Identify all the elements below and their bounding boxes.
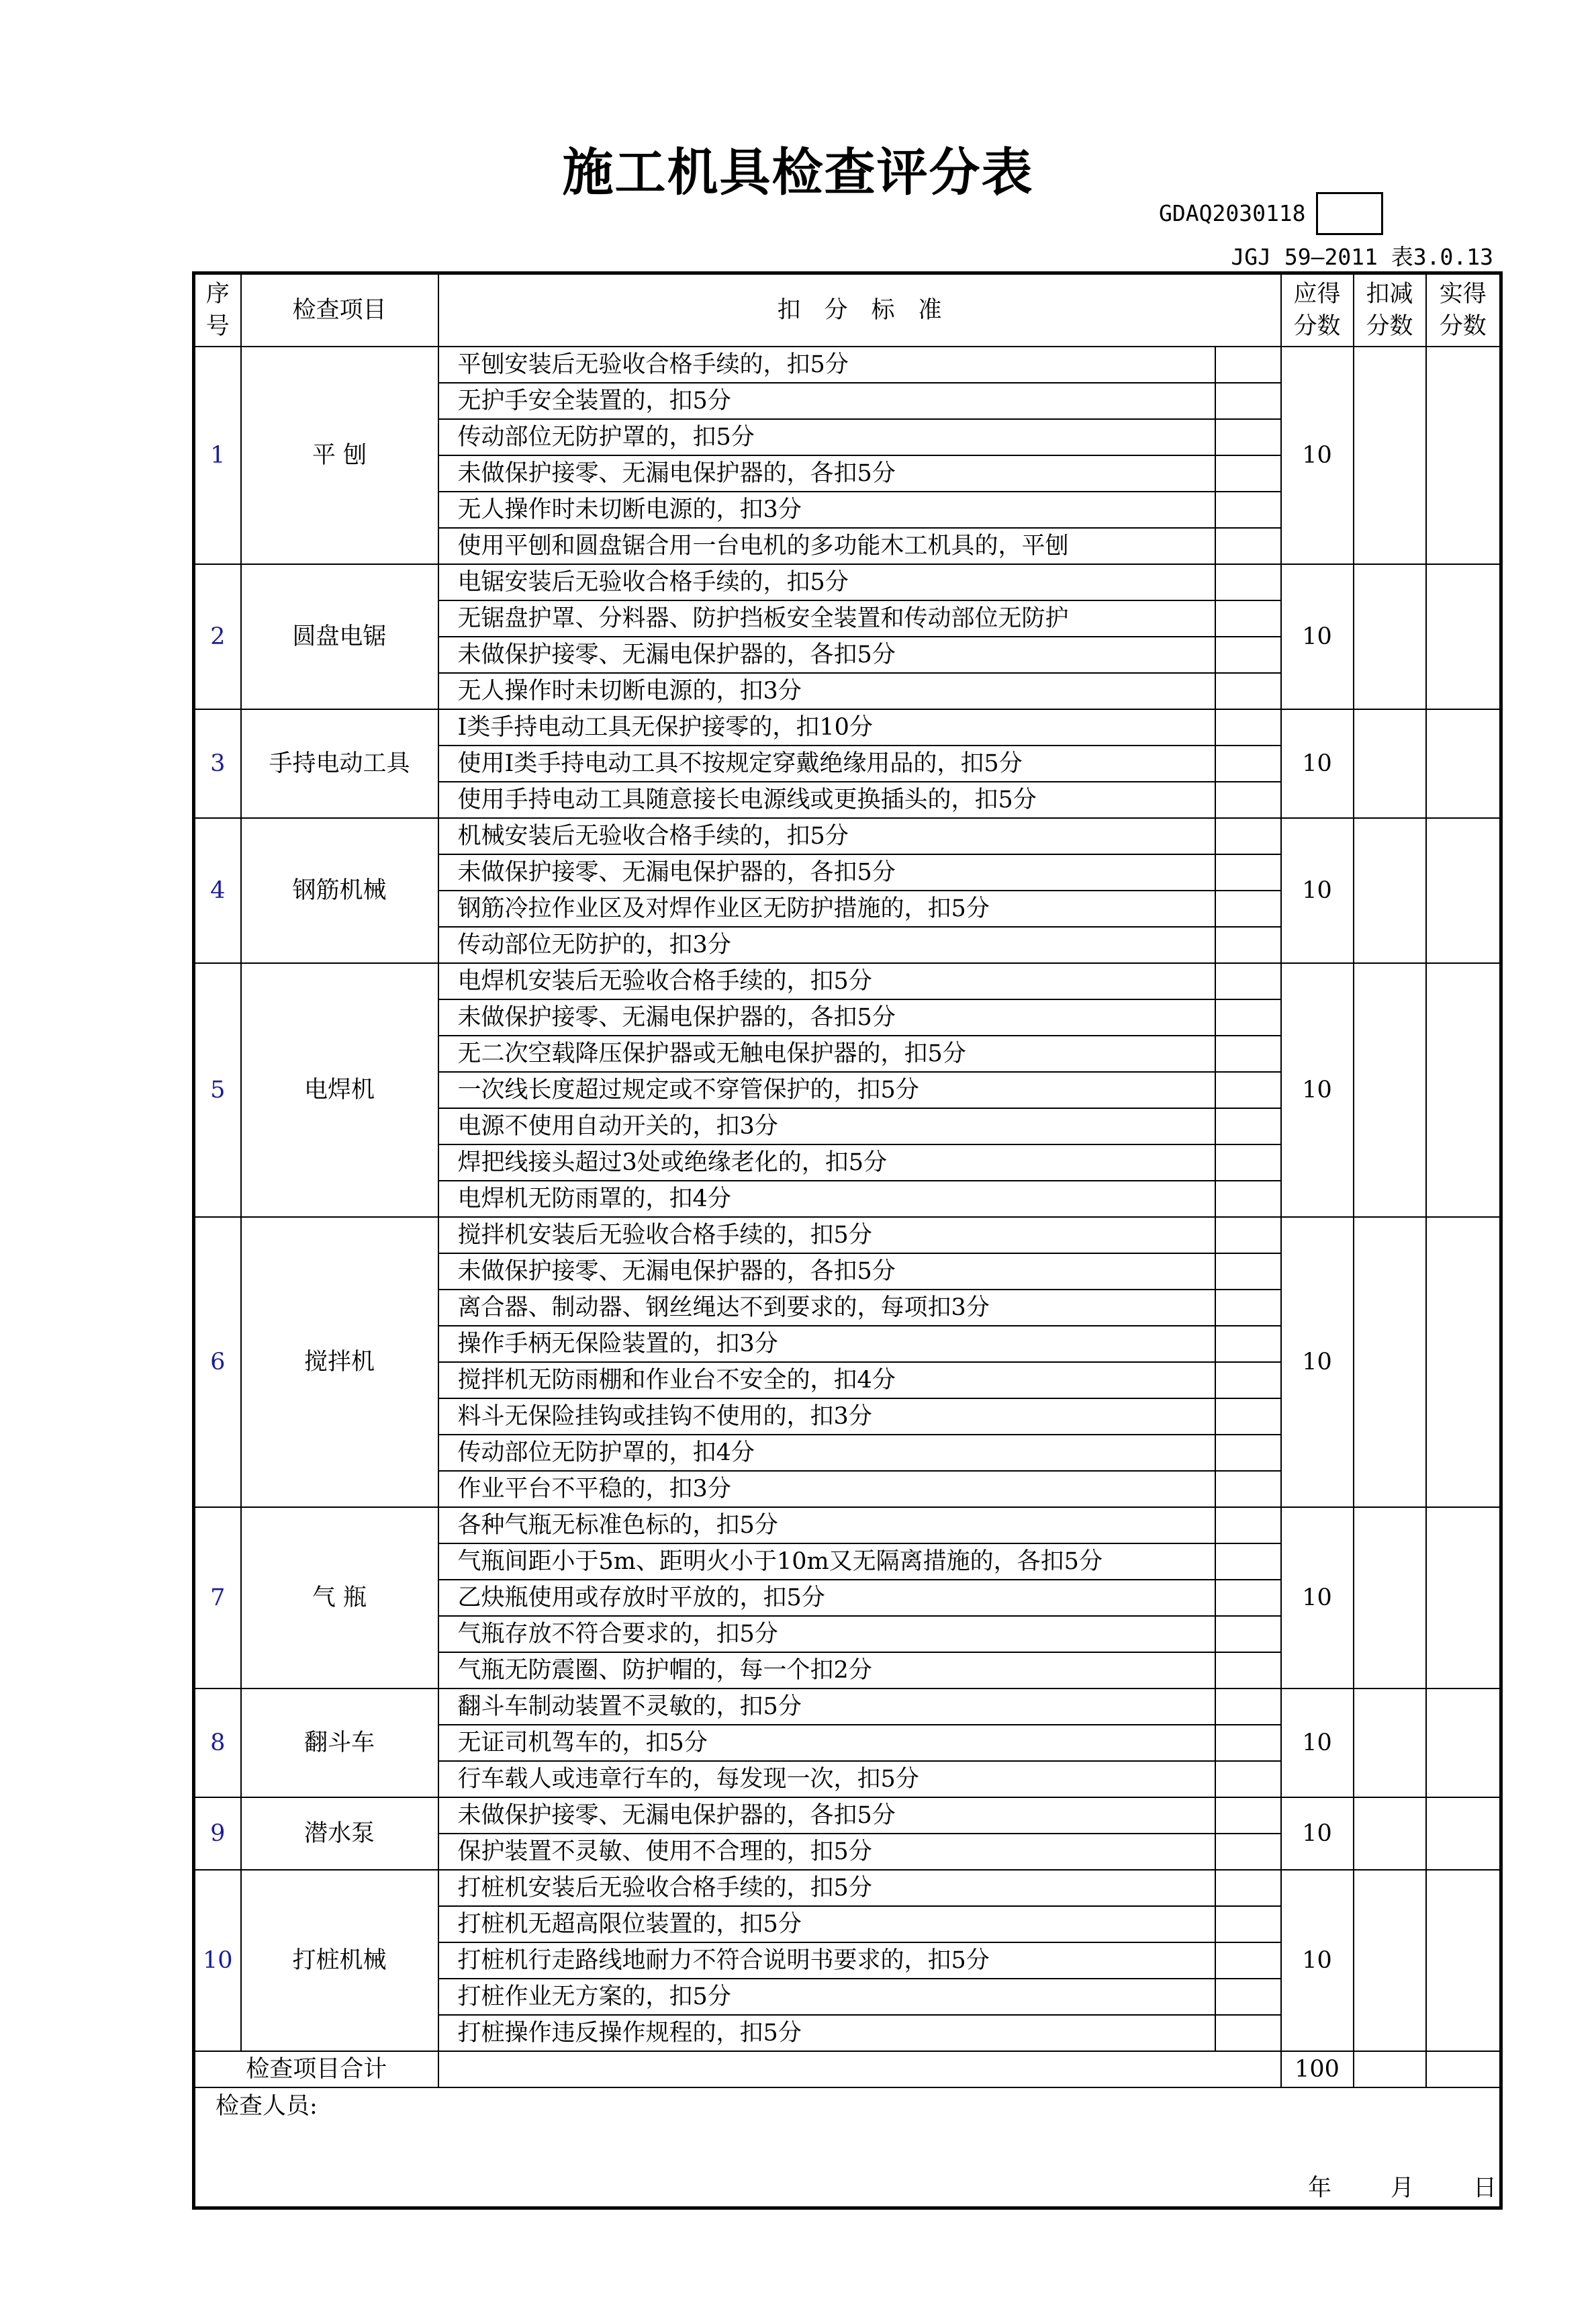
criterion-deduction-cell[interactable] <box>1215 455 1281 492</box>
deduction-criterion: 离合器、制动器、钢丝绳达不到要求的，每项扣3分 <box>438 1290 1215 1326</box>
deduct-score-cell[interactable] <box>1354 1217 1426 1507</box>
deduct-score-cell[interactable] <box>1354 1507 1426 1688</box>
deduction-criterion: 未做保护接零、无漏电保护器的，各扣5分 <box>438 854 1215 891</box>
item-number: 6 <box>194 1217 241 1507</box>
deduction-criterion: 无护手安全装置的，扣5分 <box>438 383 1215 419</box>
deduction-criterion: 打桩操作违反操作规程的，扣5分 <box>438 2015 1215 2051</box>
table-row <box>194 963 1501 999</box>
criterion-deduction-cell[interactable] <box>1215 1906 1281 1942</box>
day-label: 日 <box>1473 2174 1497 2202</box>
item-number: 2 <box>194 564 241 709</box>
criterion-deduction-cell[interactable] <box>1215 1435 1281 1471</box>
criterion-deduction-cell[interactable] <box>1215 709 1281 746</box>
deduction-criterion: 未做保护接零、无漏电保护器的，各扣5分 <box>438 1797 1215 1834</box>
deduction-criterion: 无二次空载降压保护器或无触电保护器的，扣5分 <box>438 1036 1215 1072</box>
year-label: 年 <box>1307 2174 1331 2202</box>
inspection-date <box>1308 2175 1497 2202</box>
deduction-criterion: 操作手柄无保险装置的，扣3分 <box>438 1326 1215 1362</box>
deduct-score-cell[interactable] <box>1354 1870 1426 2051</box>
criterion-deduction-cell[interactable] <box>1215 1652 1281 1688</box>
criterion-deduction-cell[interactable] <box>1215 818 1281 854</box>
criterion-deduction-cell[interactable] <box>1215 1870 1281 1906</box>
criterion-deduction-cell[interactable] <box>1215 1290 1281 1326</box>
deduct-score-cell[interactable] <box>1354 818 1426 963</box>
deduction-criterion: 使用Ⅰ类手持电动工具不按规定穿戴绝缘用品的，扣5分 <box>438 746 1215 782</box>
deduction-criterion: 传动部位无防护的，扣3分 <box>438 927 1215 963</box>
deduction-criterion: 机械安装后无验收合格手续的，扣5分 <box>438 818 1215 854</box>
deduction-criterion: 气瓶间距小于5m、距明火小于10m又无隔离措施的，各扣5分 <box>438 1543 1215 1580</box>
page-title: 施工机具检查评分表 <box>562 142 1034 202</box>
criterion-deduction-cell[interactable] <box>1215 1979 1281 2015</box>
criterion-deduction-cell[interactable] <box>1215 1834 1281 1870</box>
deduction-criterion: 搅拌机无防雨棚和作业台不安全的，扣4分 <box>438 1362 1215 1398</box>
criterion-deduction-cell[interactable] <box>1215 1797 1281 1834</box>
form-code-input-box[interactable] <box>1316 192 1383 235</box>
check-item-name: 电焊机 <box>241 963 438 1217</box>
header-criteria: 扣 分 标 准 <box>438 273 1281 347</box>
deduction-criterion: 使用手持电动工具随意接长电源线或更换插头的，扣5分 <box>438 782 1215 818</box>
table-row <box>194 1870 1501 1906</box>
criterion-deduction-cell[interactable] <box>1215 1108 1281 1144</box>
table-header-row <box>194 273 1501 347</box>
form-code: GDAQ2030118 <box>1159 200 1306 226</box>
table-row <box>194 347 1501 383</box>
deduction-criterion: 电焊机安装后无验收合格手续的，扣5分 <box>438 963 1215 999</box>
deduction-criterion: 无锯盘护罩、分料器、防护挡板安全装置和传动部位无防护 <box>438 600 1215 637</box>
should-score: 10 <box>1281 1797 1354 1870</box>
should-score: 10 <box>1281 1217 1354 1507</box>
check-item-name: 平 刨 <box>241 347 438 564</box>
table-row <box>194 564 1501 600</box>
should-score: 10 <box>1281 347 1354 564</box>
actual-score-cell[interactable] <box>1426 1217 1501 1507</box>
item-number: 9 <box>194 1797 241 1870</box>
table-row <box>194 1217 1501 1253</box>
deduction-criterion: Ⅰ类手持电动工具无保护接零的，扣10分 <box>438 709 1215 746</box>
deduction-criterion: 电源不使用自动开关的，扣3分 <box>438 1108 1215 1144</box>
deduction-criterion: 保护装置不灵敏、使用不合理的，扣5分 <box>438 1834 1215 1870</box>
deduction-criterion: 钢筋冷拉作业区及对焊作业区无防护措施的，扣5分 <box>438 891 1215 927</box>
deduction-criterion: 作业平台不平稳的，扣3分 <box>438 1471 1215 1507</box>
header-item: 检查项目 <box>241 273 438 347</box>
criterion-deduction-cell[interactable] <box>1215 637 1281 673</box>
standard-reference: JGJ 59—2011 表3.0.13 <box>1231 244 1493 270</box>
actual-score-cell[interactable] <box>1426 1870 1501 2051</box>
inspector-row <box>194 2087 1501 2208</box>
deduction-criterion: 料斗无保险挂钩或挂钩不使用的，扣3分 <box>438 1398 1215 1435</box>
deduction-criterion: 搅拌机安装后无验收合格手续的，扣5分 <box>438 1217 1215 1253</box>
criterion-deduction-cell[interactable] <box>1215 492 1281 528</box>
header-actual-score: 实得 分数 <box>1426 273 1501 347</box>
total-deduct-cell[interactable] <box>1354 2051 1426 2087</box>
deduction-criterion: 乙炔瓶使用或存放时平放的，扣5分 <box>438 1580 1215 1616</box>
month-label: 月 <box>1390 2174 1414 2202</box>
deduction-criterion: 未做保护接零、无漏电保护器的，各扣5分 <box>438 999 1215 1036</box>
criterion-deduction-cell[interactable] <box>1215 1543 1281 1580</box>
should-score: 10 <box>1281 818 1354 963</box>
deduction-criterion: 翻斗车制动装置不灵敏的，扣5分 <box>438 1688 1215 1725</box>
table-row <box>194 1688 1501 1725</box>
criterion-deduction-cell[interactable] <box>1215 1036 1281 1072</box>
should-score: 10 <box>1281 1688 1354 1797</box>
check-item-name: 打桩机械 <box>241 1870 438 2051</box>
deduction-criterion: 各种气瓶无标准色标的，扣5分 <box>438 1507 1215 1543</box>
total-criteria-cell <box>438 2051 1281 2087</box>
deduct-score-cell[interactable] <box>1354 709 1426 818</box>
criterion-deduction-cell[interactable] <box>1215 1144 1281 1181</box>
criterion-deduction-cell[interactable] <box>1215 383 1281 419</box>
criterion-deduction-cell[interactable] <box>1215 1761 1281 1797</box>
check-item-name: 搅拌机 <box>241 1217 438 1507</box>
table-row <box>194 1797 1501 1834</box>
total-label: 检查项目合计 <box>194 2051 438 2087</box>
criterion-deduction-cell[interactable] <box>1215 1362 1281 1398</box>
deduction-criterion: 一次线长度超过规定或不穿管保护的，扣5分 <box>438 1072 1215 1108</box>
criterion-deduction-cell[interactable] <box>1215 1253 1281 1290</box>
criterion-deduction-cell[interactable] <box>1215 1398 1281 1435</box>
header-seq: 序 号 <box>194 273 241 347</box>
deduction-criterion: 未做保护接零、无漏电保护器的，各扣5分 <box>438 637 1215 673</box>
deduction-criterion: 气瓶存放不符合要求的，扣5分 <box>438 1616 1215 1652</box>
criterion-deduction-cell[interactable] <box>1215 782 1281 818</box>
deduction-criterion: 未做保护接零、无漏电保护器的，各扣5分 <box>438 1253 1215 1290</box>
deduction-criterion: 电锯安装后无验收合格手续的，扣5分 <box>438 564 1215 600</box>
deduction-criterion: 打桩机安装后无验收合格手续的，扣5分 <box>438 1870 1215 1906</box>
item-number: 5 <box>194 963 241 1217</box>
criterion-deduction-cell[interactable] <box>1215 600 1281 637</box>
deduction-criterion: 打桩作业无方案的，扣5分 <box>438 1979 1215 2015</box>
criterion-deduction-cell[interactable] <box>1215 673 1281 709</box>
deduction-criterion: 打桩机无超高限位装置的，扣5分 <box>438 1906 1215 1942</box>
deduction-criterion: 电焊机无防雨罩的，扣4分 <box>438 1181 1215 1217</box>
item-number: 8 <box>194 1688 241 1797</box>
actual-score-cell[interactable] <box>1426 818 1501 963</box>
criterion-deduction-cell[interactable] <box>1215 1326 1281 1362</box>
criterion-deduction-cell[interactable] <box>1215 999 1281 1036</box>
criterion-deduction-cell[interactable] <box>1215 2015 1281 2051</box>
check-item-name: 翻斗车 <box>241 1688 438 1797</box>
should-score: 10 <box>1281 709 1354 818</box>
deduction-criterion: 气瓶无防震圈、防护帽的，每一个扣2分 <box>438 1652 1215 1688</box>
should-score: 10 <box>1281 1870 1354 2051</box>
inspector-cell[interactable] <box>194 2087 1501 2208</box>
actual-score-cell[interactable] <box>1426 963 1501 1217</box>
criterion-deduction-cell[interactable] <box>1215 927 1281 963</box>
criterion-deduction-cell[interactable] <box>1215 1181 1281 1217</box>
check-item-name: 钢筋机械 <box>241 818 438 963</box>
deduct-score-cell[interactable] <box>1354 1688 1426 1797</box>
criterion-deduction-cell[interactable] <box>1215 891 1281 927</box>
criterion-deduction-cell[interactable] <box>1215 1725 1281 1761</box>
actual-score-cell[interactable] <box>1426 1797 1501 1870</box>
criterion-deduction-cell[interactable] <box>1215 1688 1281 1725</box>
criterion-deduction-cell[interactable] <box>1215 528 1281 564</box>
criterion-deduction-cell[interactable] <box>1215 1072 1281 1108</box>
should-score: 10 <box>1281 564 1354 709</box>
criterion-deduction-cell[interactable] <box>1215 419 1281 455</box>
deduction-criterion: 传动部位无防护罩的，扣4分 <box>438 1435 1215 1471</box>
item-number: 10 <box>194 1870 241 2051</box>
criterion-deduction-cell[interactable] <box>1215 1507 1281 1543</box>
header-should-score: 应得 分数 <box>1281 273 1354 347</box>
criterion-deduction-cell[interactable] <box>1215 1471 1281 1507</box>
header-deduct-score: 扣减 分数 <box>1354 273 1426 347</box>
criterion-deduction-cell[interactable] <box>1215 564 1281 600</box>
deduction-criterion: 行车载人或违章行车的，每发现一次，扣5分 <box>438 1761 1215 1797</box>
deduction-criterion: 焊把线接头超过3处或绝缘老化的，扣5分 <box>438 1144 1215 1181</box>
total-should-score: 100 <box>1281 2051 1354 2087</box>
inspection-score-table <box>192 271 1503 2210</box>
criterion-deduction-cell[interactable] <box>1215 1616 1281 1652</box>
check-item-name: 潜水泵 <box>241 1797 438 1870</box>
item-number: 7 <box>194 1507 241 1688</box>
deduction-criterion: 未做保护接零、无漏电保护器的，各扣5分 <box>438 455 1215 492</box>
criterion-deduction-cell[interactable] <box>1215 854 1281 891</box>
deduct-score-cell[interactable] <box>1354 347 1426 564</box>
table-row <box>194 818 1501 854</box>
should-score: 10 <box>1281 1507 1354 1688</box>
item-number: 4 <box>194 818 241 963</box>
deduct-score-cell[interactable] <box>1354 963 1426 1217</box>
actual-score-cell[interactable] <box>1426 709 1501 818</box>
check-item-name: 气 瓶 <box>241 1507 438 1688</box>
criterion-deduction-cell[interactable] <box>1215 746 1281 782</box>
check-item-name: 手持电动工具 <box>241 709 438 818</box>
criterion-deduction-cell[interactable] <box>1215 347 1281 383</box>
deduction-criterion: 传动部位无防护罩的，扣5分 <box>438 419 1215 455</box>
should-score: 10 <box>1281 963 1354 1217</box>
deduct-score-cell[interactable] <box>1354 564 1426 709</box>
item-number: 1 <box>194 347 241 564</box>
actual-score-cell[interactable] <box>1426 347 1501 564</box>
criterion-deduction-cell[interactable] <box>1215 963 1281 999</box>
actual-score-cell[interactable] <box>1426 564 1501 709</box>
table-row <box>194 709 1501 746</box>
deduct-score-cell[interactable] <box>1354 1797 1426 1870</box>
inspector-label: 检查人员: <box>216 2093 318 2120</box>
deduction-criterion: 无人操作时未切断电源的，扣3分 <box>438 492 1215 528</box>
check-item-name: 圆盘电锯 <box>241 564 438 709</box>
criterion-deduction-cell[interactable] <box>1215 1217 1281 1253</box>
deduction-criterion: 无人操作时未切断电源的，扣3分 <box>438 673 1215 709</box>
deduction-criterion: 打桩机行走路线地耐力不符合说明书要求的，扣5分 <box>438 1942 1215 1979</box>
actual-score-cell[interactable] <box>1426 1507 1501 1688</box>
criterion-deduction-cell[interactable] <box>1215 1580 1281 1616</box>
total-row <box>194 2051 1501 2087</box>
total-actual-cell[interactable] <box>1426 2051 1501 2087</box>
item-number: 3 <box>194 709 241 818</box>
deduction-criterion: 平刨安装后无验收合格手续的，扣5分 <box>438 347 1215 383</box>
criterion-deduction-cell[interactable] <box>1215 1942 1281 1979</box>
deduction-criterion: 无证司机驾车的，扣5分 <box>438 1725 1215 1761</box>
table-row <box>194 1507 1501 1543</box>
actual-score-cell[interactable] <box>1426 1688 1501 1797</box>
deduction-criterion: 使用平刨和圆盘锯合用一台电机的多功能木工机具的，平刨 <box>438 528 1215 564</box>
